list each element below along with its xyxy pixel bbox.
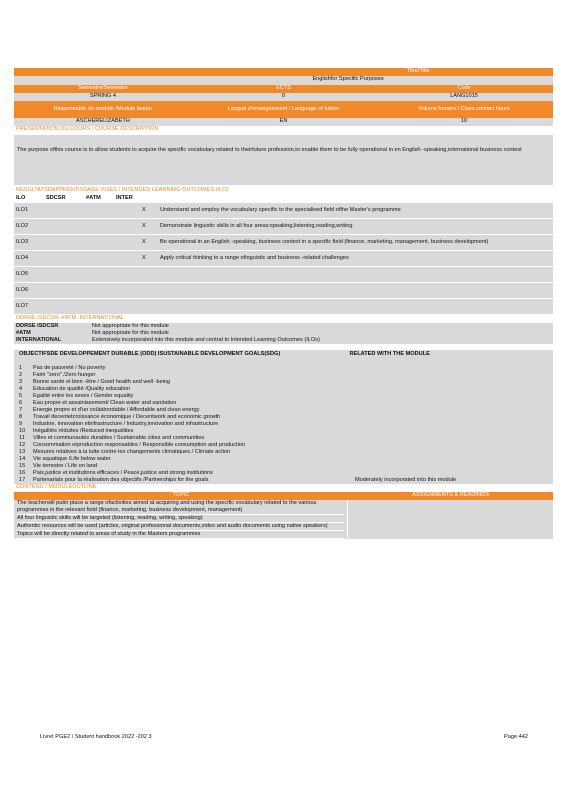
topic-item: Authentic resources will be used (articles, original professional documents,video and audio documents using native speakers) [17, 523, 344, 531]
dd-row [14, 323, 553, 330]
ects-label: ECTS [276, 85, 291, 91]
sdg-header-row [17, 350, 550, 365]
dd-row-label: DDRSE ISDCSR [16, 323, 59, 329]
footer-page-number: Page 442 [504, 734, 528, 740]
sdg-row [17, 421, 550, 428]
sdg-goal: Bonne santé et bien -être / Good health and well -being [33, 379, 171, 385]
sdg-goal: Travail decentetcroissance économique / Decentwork and economic growth [33, 414, 221, 420]
sdg-related [353, 372, 550, 379]
assignments-label: ASSIGNMENTS & READINGS [412, 492, 489, 498]
footer-left: Livret PGE2 / Student handbook 2022 -202 3 [40, 734, 152, 740]
topics-column [14, 500, 348, 539]
sdg-related [353, 386, 550, 393]
code-value: LANG1015 [450, 93, 478, 99]
sdg-row [17, 414, 550, 421]
ilo-id: ILO5 [14, 267, 44, 283]
dd-table [14, 323, 553, 344]
sdg-row [17, 463, 550, 470]
dd-row-text: Not appropriate for this module [92, 330, 169, 336]
title-value-row [14, 76, 553, 85]
contenu-title: CONTENU / MODULEOUTLINE [16, 484, 97, 490]
ilo-col-sdcsr: SDCSR [46, 195, 66, 201]
sdg-number: 10 [19, 428, 26, 434]
ilo-id: ILO7 [14, 299, 44, 315]
sdg-goal: Energie propre et d'un coûtabordable / Affordable and clean energy [33, 407, 200, 413]
sdg-row [17, 400, 550, 407]
sdg-number: 12 [19, 442, 26, 448]
presentation-title: PRESENTATION DU COURS / COURSE DESCRIPTION [16, 126, 159, 132]
sdg-table [17, 365, 550, 484]
sdg-row [17, 435, 550, 442]
sdg-goal: Industrie, innovation etinfrastructure / Industry,innovation and infrastructure [33, 421, 219, 427]
sdg-related [353, 421, 550, 428]
sdg-goal: Paix,justice et institutions efficaces / Peace,justice and strong institutions [33, 470, 213, 476]
responsable-label: Responsable de module /Module leader [53, 106, 153, 112]
semester-header-row [14, 85, 553, 93]
sdg-number: 9 [19, 421, 23, 427]
topic-item: The teacherwill putin place a range ofactivities aimed at acquiring and using the specific vocabulary related to the various programmes in the relevant field (finance, marketing, business development, management) [17, 500, 344, 515]
sdg-number: 4 [19, 386, 23, 392]
sdg-related [353, 379, 550, 386]
sdg-related [353, 400, 550, 407]
sdg-related [353, 414, 550, 421]
page-footer [40, 734, 528, 740]
sdg-number: 5 [19, 393, 23, 399]
ilo-text: Understand and employ the vocabulary specific to the specialised field ofthe Master's programme [158, 203, 553, 219]
sdg-goal: Mesures relatives à la lutte contre les changements climatiques / Climate action [33, 449, 231, 455]
volume-label: Volume horaire / Class contact hours [418, 106, 510, 112]
sdg-related [353, 393, 550, 400]
dd-title: DDRSE ISDCSR -#ATM -INTERNATIONAL [16, 315, 124, 321]
ilo-row [14, 267, 553, 283]
sdg-goal: Pas de pauvreté / No poverty [33, 365, 106, 371]
semester-value: SPRING 4 [89, 93, 116, 99]
sdg-number: 11 [19, 435, 25, 441]
ilo-col-inter: INTER [116, 195, 133, 201]
ilo-col-atm: #ATM [86, 195, 101, 201]
sdg-goal: Inégalités réduites /Reduced inequalities [33, 428, 134, 434]
contenu-header-row [14, 492, 553, 500]
ilo-row [14, 251, 553, 267]
sdg-goal: Vie aquatique /Life below water [33, 456, 111, 462]
langue-label: Langue d'enseignement / Language of tuition [227, 106, 340, 112]
sdg-number: 14 [19, 456, 26, 462]
sdg-number: 3 [19, 379, 23, 385]
responsable-header-row [14, 101, 553, 118]
ilo-id: ILO3 [14, 235, 44, 251]
ilo-id: ILO6 [14, 283, 44, 299]
topic-item: All four linguistic skills will be targeted (listening, reading, writing, speaking) [17, 515, 344, 523]
ilo-row [14, 203, 553, 219]
sdg-title: OBJECTIFSDE DEVELOPPEMENT DURABLE (ODD) ISUSTAINABLE DEVELOPMENT GOALS(SDG) [19, 351, 281, 357]
sdg-row [17, 449, 550, 456]
sdg-block [14, 350, 553, 484]
sdg-related [353, 463, 550, 470]
ilo-header-row [14, 195, 553, 203]
sdg-goal: Vie terrestre / Life on land [33, 463, 97, 469]
ilo-mark [140, 299, 158, 315]
ilo-mark [140, 283, 158, 299]
sdg-related [353, 470, 550, 477]
sdg-related [353, 435, 550, 442]
presentation-text: The purpose ofthis course is to allow students to acquire the specific vocabulary related to theirfuture profession,to enable them to be fully operational in en English -speaking,international business context [14, 135, 553, 185]
sdg-goal: Eau propre et assainissement/ Clean water and sanitation [33, 400, 177, 406]
ilo-text [158, 283, 553, 299]
sdg-number: 15 [19, 463, 26, 469]
responsable-value: ASCHERELIZABETH [76, 118, 130, 124]
sdg-related [353, 428, 550, 435]
code-label: Code [457, 85, 471, 91]
sdg-row [17, 442, 550, 449]
sdg-goal: Partenariats pour la réalisation des objectifs /Partnerships for the goals [33, 477, 209, 483]
sdg-number: 13 [19, 449, 26, 455]
sdg-row [17, 428, 550, 435]
sdg-number: 2 [19, 372, 23, 378]
sdg-goal: Education de qualité /Quality education [33, 386, 131, 392]
ilo-mark: X [140, 235, 158, 251]
sdg-number: 1 [19, 365, 23, 371]
ects-value: 0 [281, 93, 286, 99]
sdg-number: 16 [19, 470, 26, 476]
sdg-row [17, 379, 550, 386]
dd-row [14, 337, 553, 344]
title-label: Titre/Title [406, 68, 430, 74]
sdg-row [17, 386, 550, 393]
ilo-row [14, 283, 553, 299]
volume-value: 10 [460, 118, 468, 124]
ilo-row [14, 299, 553, 315]
topic-item: Topics will be directly related to areas of study in the Masters programmes [17, 531, 344, 539]
dd-row-text: Extensively incorporated into this module and central to Intended Learning Outcomes (ILOs) [92, 337, 320, 343]
title-header-row [14, 68, 553, 76]
ilo-text: Be operational in an English -speaking, business context in a specific field (finance, marketing, management, business development) [158, 235, 553, 251]
sdg-goal: Egalité entre les sexes / Gender equality [33, 393, 134, 399]
course-sheet [14, 68, 553, 539]
ilo-mark: X [140, 219, 158, 235]
ilo-title: RESULTATSDAPPRENTISSAGE VISES / INTENDED LEARNING OUTCOMES (ILO) [16, 187, 229, 193]
sdg-row [17, 456, 550, 463]
dd-row [14, 330, 553, 337]
sdg-row [17, 470, 550, 477]
ilo-mark: X [140, 203, 158, 219]
dd-row-label: INTERNATIONAL [16, 337, 62, 343]
ilo-mark [140, 267, 158, 283]
sdg-related [353, 449, 550, 456]
sdg-row [17, 393, 550, 400]
sdg-goal: Consommation etproduction responsables / Responsible consumption and production [33, 442, 246, 448]
sdg-related [353, 456, 550, 463]
ilo-col-ilo: ILO [16, 195, 26, 201]
ilo-text [158, 299, 553, 315]
sdg-related [353, 407, 550, 414]
assignments-column [348, 500, 553, 539]
sdg-number: 6 [19, 400, 23, 406]
dd-row-label: #ATM [16, 330, 31, 336]
ilo-id: ILO1 [14, 203, 44, 219]
sdg-number: 17 [19, 477, 26, 483]
sdg-related [353, 442, 550, 449]
topic-label: TOPIC [172, 492, 190, 498]
title-value: Englishfor Specific Purposes [312, 76, 384, 82]
sdg-row [17, 407, 550, 414]
ilo-text [158, 267, 553, 283]
sdg-goal: Villes et communautés durables / Sustainable cities and communities [33, 435, 205, 441]
semester-label: Semestre/Semester [78, 85, 128, 91]
ilo-id: ILO2 [14, 219, 44, 235]
sdg-row [17, 477, 550, 484]
sdg-related-label: RELATED WITH THE MODULE [349, 351, 430, 357]
sdg-row [17, 365, 550, 372]
sdg-row [17, 372, 550, 379]
semester-value-row [14, 93, 553, 101]
ilo-text: Demonstrate linguistic skills in all four areas:speaking,listening,reading,writing [158, 219, 553, 235]
responsable-value-row [14, 118, 553, 126]
ilo-mark: X [140, 251, 158, 267]
ilo-table [14, 203, 553, 315]
contenu-body-row [14, 500, 553, 539]
langue-value: EN [279, 118, 288, 124]
sdg-related: Moderately incorporated into this module [355, 477, 457, 483]
ilo-id: ILO4 [14, 251, 44, 267]
ilo-row [14, 219, 553, 235]
dd-row-text: Not appropriate for this module [92, 323, 169, 329]
sdg-goal: Faim "zero" /Zero hunger [33, 372, 96, 378]
sdg-related [353, 365, 550, 372]
ilo-text: Apply critical thinking to a range ofinguistic and business -related challenges [158, 251, 553, 267]
sdg-number: 7 [19, 407, 23, 413]
sdg-number: 8 [19, 414, 23, 420]
ilo-row [14, 235, 553, 251]
